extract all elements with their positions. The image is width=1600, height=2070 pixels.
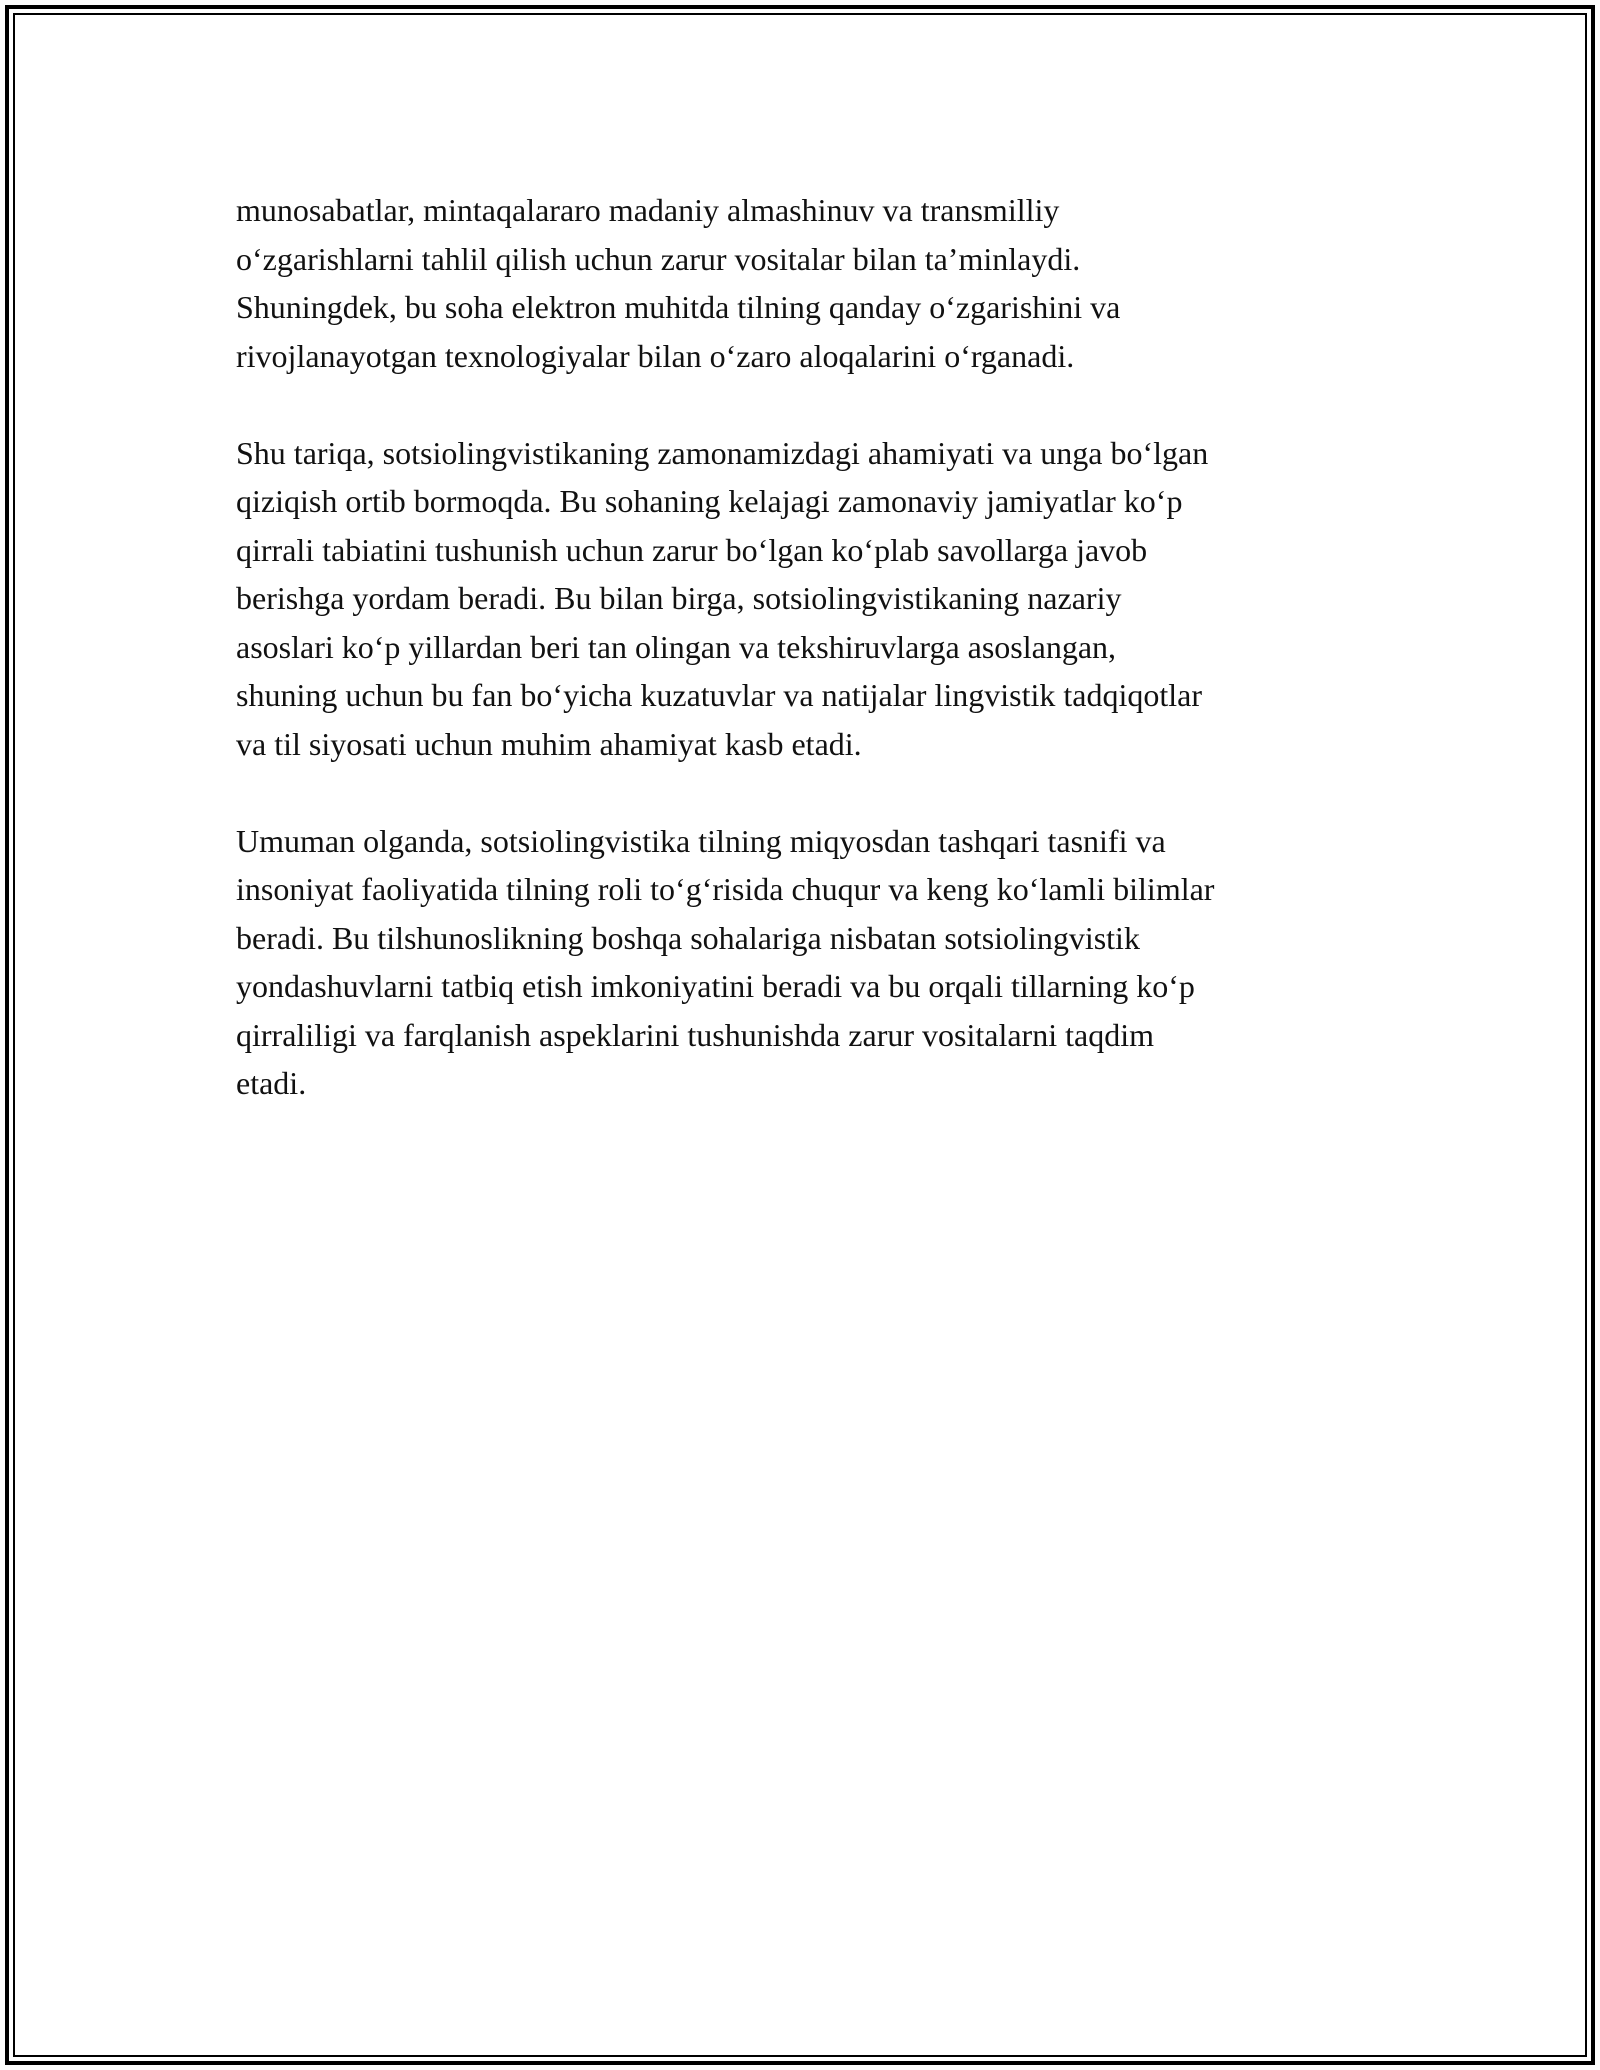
text-line: berishga yordam beradi. Bu bilan birga, sotsiolingvistikaning nazariy <box>236 580 1122 616</box>
text-line: rivojlanayotgan texnologiyalar bilan o‘zaro aloqalarini o‘rganadi. <box>236 337 1075 374</box>
text-line: qirrali tabiatini tushunish uchun zarur bo‘lgan ko‘plab savollarga javob <box>236 531 1148 568</box>
document-body <box>236 186 1386 1156</box>
text-line: Shu tariqa, sotsiolingvistikaning zamonamizdagi ahamiyati va unga bo‘lgan <box>236 434 1209 471</box>
text-line: munosabatlar, mintaqalararo madaniy almashinuv va transmilliy <box>236 192 1060 228</box>
text-line: etadi. <box>236 1065 307 1101</box>
text-line: insoniyat faoliyatida tilning roli to‘g‘risida chuqur va keng ko‘lamli bilimlar <box>236 871 1215 907</box>
text-line: asoslari ko‘p yillardan beri tan olingan va tekshiruvlarga asoslangan, <box>236 628 1117 665</box>
text-line: shuning uchun bu fan bo‘yicha kuzatuvlar va natijalar lingvistik tadqiqotlar <box>236 677 1202 713</box>
text-line: beradi. Bu tilshunoslikning boshqa sohalariga nisbatan sotsiolingvistik <box>236 919 1140 956</box>
paragraph-1 <box>236 186 1386 380</box>
text-line: qirraliligi va farqlanish aspeklarini tushunishda zarur vositalarni taqdim <box>236 1016 1154 1053</box>
paragraph-3 <box>236 817 1386 1108</box>
text-line: va til siyosati uchun muhim ahamiyat kasb etadi. <box>236 725 862 762</box>
text-line: qiziqish ortib bormoqda. Bu sohaning kelajagi zamonaviy jamiyatlar ko‘p <box>236 483 1183 519</box>
text-line: yondashuvlarni tatbiq etish imkoniyatini beradi va bu orqali tillarning ko‘p <box>236 968 1195 1004</box>
text-line: Umuman olganda, sotsiolingvistika tilning miqyosdan tashqari tasnifi va <box>236 822 1166 859</box>
text-line: o‘zgarishlarni tahlil qilish uchun zarur vositalar bilan ta’minlaydi. <box>236 240 1081 277</box>
text-line: Shuningdek, bu soha elektron muhitda tilning qanday o‘zgarishini va <box>236 289 1121 325</box>
paragraph-2 <box>236 429 1386 769</box>
